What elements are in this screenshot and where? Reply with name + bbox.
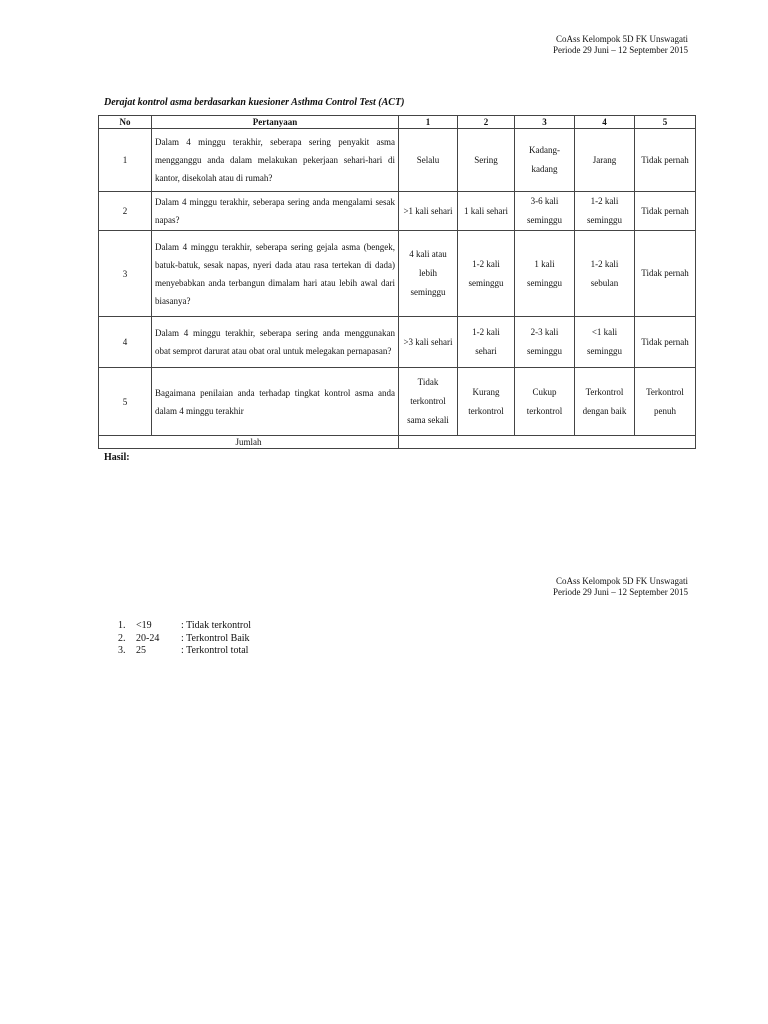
list-item — [118, 633, 251, 646]
answer-option: Tidak pernah — [635, 192, 696, 231]
answer-option: >3 kali sehari — [399, 317, 458, 368]
table-row — [99, 368, 696, 436]
row-number: 1 — [99, 129, 152, 192]
legend-range: 25 — [136, 645, 146, 656]
legend-label: : Terkontrol Baik — [181, 632, 250, 644]
answer-option: 1-2 kali seminggu — [458, 231, 515, 317]
header-bottom — [553, 576, 688, 598]
row-number: 3 — [99, 231, 152, 317]
table-row — [99, 317, 696, 368]
legend-label: : Terkontrol total — [181, 645, 249, 656]
act-table — [98, 115, 696, 449]
answer-option: 1-2 kali sehari — [458, 317, 515, 368]
question-text: Dalam 4 minggu terakhir, seberapa sering anda menggunakan obat semprot darurat atau obat oral untuk melegakan pernapasan? — [152, 317, 399, 368]
table-row — [99, 129, 696, 192]
answer-option: >1 kali sehari — [399, 192, 458, 231]
table-row — [99, 192, 696, 231]
legend-range: 20-24 — [136, 632, 160, 644]
question-text: Dalam 4 minggu terakhir, seberapa sering anda mengalami sesak napas? — [152, 192, 399, 231]
row-number: 2 — [99, 192, 152, 231]
question-text: Dalam 4 minggu terakhir, seberapa sering penyakit asma mengganggu anda dalam melakukan pekerjaan sehari-hari di kantor, disekolah atau di rumah? — [152, 129, 399, 192]
answer-option: 1-2 kali sebulan — [575, 231, 635, 317]
header-score-4: 4 — [575, 116, 635, 129]
table-row — [99, 231, 696, 317]
answer-option: Jarang — [575, 129, 635, 192]
header-line-1: CoAss Kelompok 5D FK Unswagati — [556, 576, 688, 586]
score-legend — [118, 620, 251, 658]
header-line-2: Periode 29 Juni – 12 September 2015 — [553, 587, 688, 597]
legend-range: <19 — [136, 620, 152, 631]
question-text: Dalam 4 minggu terakhir, seberapa sering gejala asma (bengek, batuk-batuk, sesak napas, nyeri dada atau rasa tertekan di dada) menyebabkan anda terbangun dimalam hari atau lebih awal dari biasanya? — [152, 231, 399, 317]
answer-option: 1 kali sehari — [458, 192, 515, 231]
answer-option: <1 kali seminggu — [575, 317, 635, 368]
answer-option: Tidak pernah — [635, 231, 696, 317]
answer-option: Kadang-kadang — [515, 129, 575, 192]
legend-number: 2. — [118, 632, 126, 644]
header-pertanyaan: Pertanyaan — [152, 116, 399, 129]
jumlah-row — [99, 436, 696, 449]
answer-option: Tidak pernah — [635, 129, 696, 192]
legend-number: 1. — [118, 620, 126, 631]
header-score-2: 2 — [458, 116, 515, 129]
answer-option: Sering — [458, 129, 515, 192]
answer-option: 4 kali atau lebih seminggu — [399, 231, 458, 317]
answer-option: 1-2 kali seminggu — [575, 192, 635, 231]
row-number: 5 — [99, 368, 152, 436]
answer-option: 2-3 kali seminggu — [515, 317, 575, 368]
answer-option: Selalu — [399, 129, 458, 192]
answer-option: Kurang terkontrol — [458, 368, 515, 436]
question-text: Bagaimana penilaian anda terhadap tingkat kontrol asma anda dalam 4 minggu terakhir — [152, 368, 399, 436]
list-item — [118, 645, 251, 658]
answer-option: 3-6 kali seminggu — [515, 192, 575, 231]
answer-option: Tidak terkontrol sama sekali — [399, 368, 458, 436]
header-score-5: 5 — [635, 116, 696, 129]
header-line-2: Periode 29 Juni – 12 September 2015 — [553, 45, 688, 55]
answer-option: Terkontrol penuh — [635, 368, 696, 436]
header-line-1: CoAss Kelompok 5D FK Unswagati — [556, 34, 688, 44]
hasil-label: Hasil: — [104, 452, 130, 463]
answer-option: Tidak pernah — [635, 317, 696, 368]
legend-number: 3. — [118, 645, 126, 656]
table-header-row — [99, 116, 696, 129]
document-title: Derajat kontrol asma berdasarkan kuesioner Asthma Control Test (ACT) — [104, 97, 405, 108]
legend-label: : Tidak terkontrol — [181, 620, 252, 631]
header-score-1: 1 — [399, 116, 458, 129]
answer-option: Terkontrol dengan baik — [575, 368, 635, 436]
header-score-3: 3 — [515, 116, 575, 129]
answer-option: 1 kali seminggu — [515, 231, 575, 317]
jumlah-label: Jumlah — [99, 436, 399, 449]
jumlah-value — [399, 436, 696, 449]
header-top — [553, 34, 688, 56]
row-number: 4 — [99, 317, 152, 368]
list-item — [118, 620, 251, 633]
answer-option: Cukup terkontrol — [515, 368, 575, 436]
header-no: No — [99, 116, 152, 129]
